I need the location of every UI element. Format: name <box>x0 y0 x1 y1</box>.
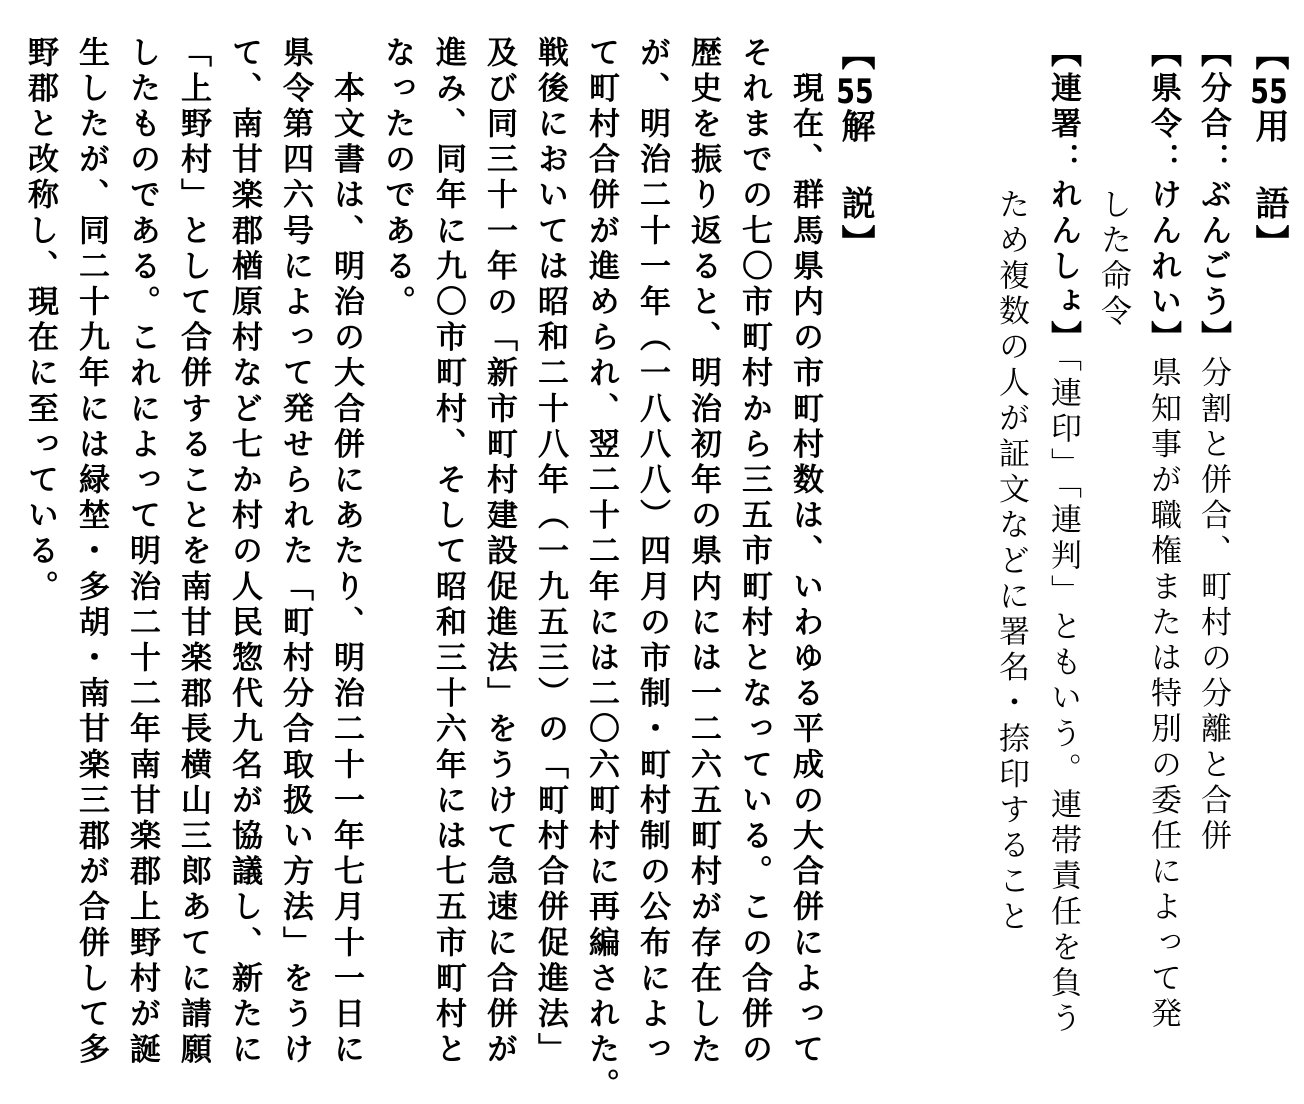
commentary-line-10: 本文書は、明治の大合併にあたり、明治二十一年七月十一日に <box>328 36 364 1069</box>
commentary-line-9: なったのである。 <box>379 36 415 321</box>
commentary-line-8: 進み、同年に九〇市町村、そして昭和三十六年には七五市町村と <box>430 36 466 1069</box>
commentary-line-13: 「上野村」として合併することを南甘楽郡長横山三郎あてに請願 <box>175 36 211 1069</box>
commentary-heading-text: 解 説 <box>835 108 875 225</box>
commentary-line-12: て、南甘楽郡楢原村など七か村の人民惣代九名が協議し、新たに <box>226 36 262 1069</box>
term-definition: 「連印」「連判」ともいう。連帯責任を負う <box>1045 356 1081 1038</box>
commentary-line-6: 戦後においては昭和二十八年（一九五三）の「町村合併促進法」 <box>532 36 568 1069</box>
term-label: 【連署：れんしょ】 <box>1045 36 1081 357</box>
commentary-line-14: したものである。これによって明治二十二年南甘楽郡上野村が誕 <box>124 36 160 1069</box>
term-label: 【分合：ぶんごう】 <box>1195 36 1231 357</box>
glossary-term-bunngou <box>1195 36 1231 855</box>
glossary-heading-number: 55 <box>1250 74 1288 109</box>
commentary-line-5: て町村合併が進められ、翌二十二年には二〇六町村に再編された。 <box>583 36 619 1104</box>
commentary-line-3: 歴史を振り返ると、明治初年の県内には一二六五町村が存在した <box>685 36 721 1069</box>
term-label: 【県令：けんれい】 <box>1145 36 1181 357</box>
term-definition: 分割と併合、町村の分離と合併 <box>1195 356 1231 855</box>
commentary-line-11: 県令第四六号によって発せられた「町村分合取扱い方法」をうけ <box>277 36 313 1069</box>
commentary-heading: 【55解 説】 <box>835 36 875 264</box>
glossary-term-kenrei <box>1145 36 1181 1033</box>
glossary-term-kenrei-continued: した命令 <box>1095 188 1131 331</box>
commentary-line-16: 野郡と改称し、現在に至っている。 <box>22 36 58 606</box>
glossary-heading: 【55用 語】 <box>1249 36 1289 264</box>
glossary-term-renshou-continued: ため複数の人が証文などに署名・捺印すること <box>993 188 1029 936</box>
commentary-line-15: 生したが、同二十九年には緑埜・多胡・南甘楽三郡が合併して多 <box>73 36 109 1069</box>
commentary-line-2: それまでの七〇市町村から三五市町村となっている。この合併の <box>736 36 772 1069</box>
glossary-term-renshou <box>1045 36 1081 1038</box>
commentary-line-4: が、明治二十一年（一八八八）四月の市制・町村制の公布によっ <box>634 36 670 1069</box>
commentary-heading-number: 55 <box>836 74 874 109</box>
commentary-line-1: 現在、群馬県内の市町村数は、いわゆる平成の大合併によって <box>787 36 823 1069</box>
commentary-line-7: 及び同三十一年の「新市町村建設促進法」をうけて急速に合併が <box>481 36 517 1069</box>
glossary-heading-text: 用 語 <box>1249 108 1289 225</box>
term-definition: 県知事が職権または特別の委任によって発 <box>1145 356 1181 1033</box>
